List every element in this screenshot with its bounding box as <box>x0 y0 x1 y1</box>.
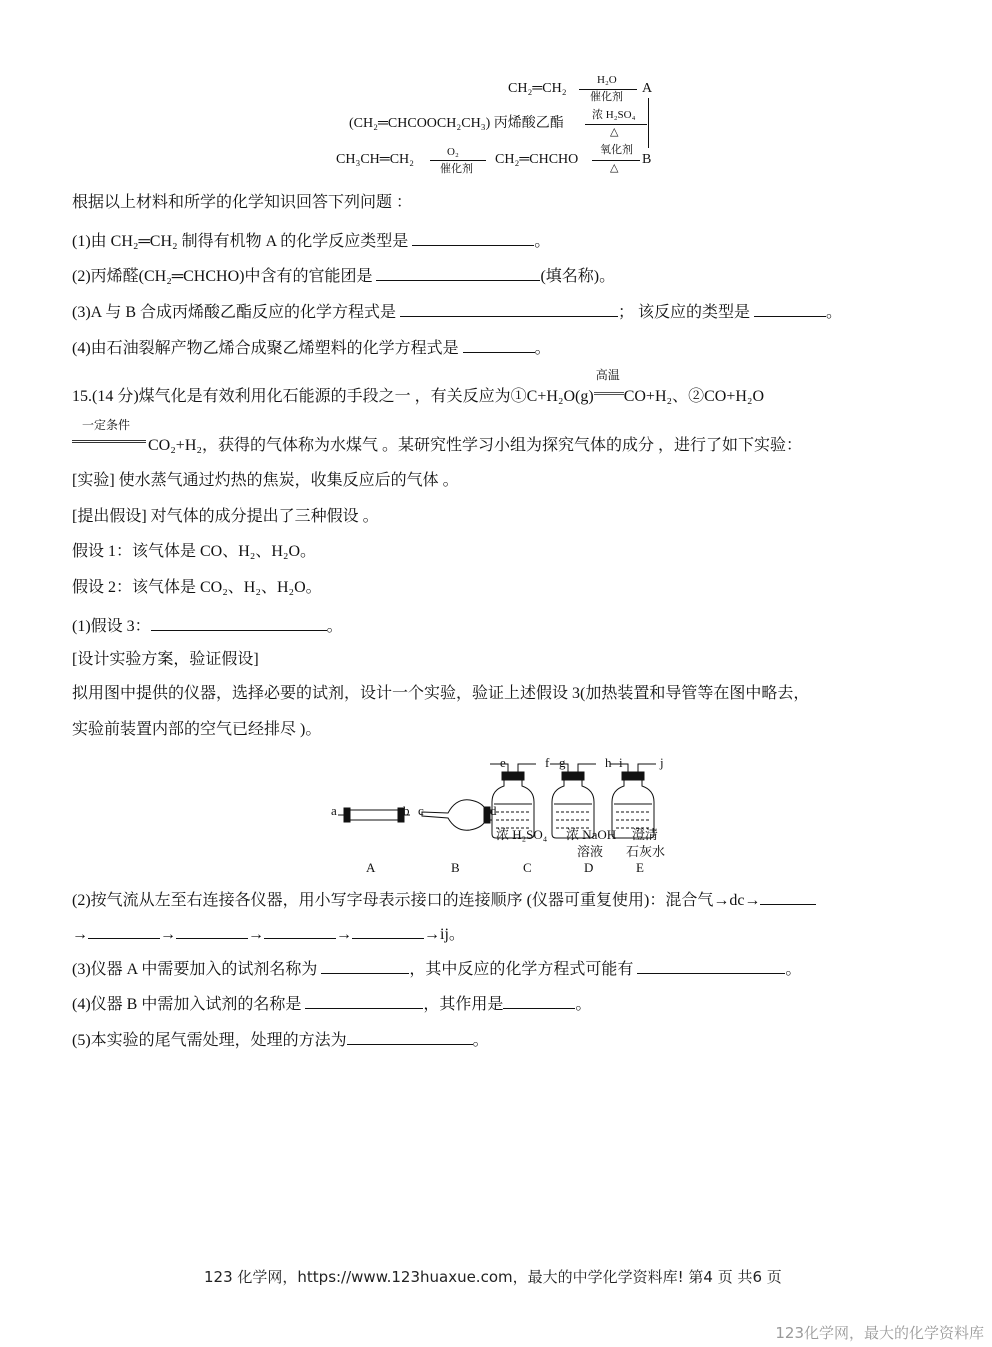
port-c: c <box>418 803 424 818</box>
hypothesis-2: 假设 2：该气体是 CO₂、H₂、H₂O。 <box>72 579 322 596</box>
label-C: C <box>523 860 532 875</box>
answer-blank <box>88 922 160 939</box>
arrow: → <box>72 926 88 943</box>
condition: △ <box>610 162 619 174</box>
q-text: 。 <box>472 1032 489 1049</box>
q-text: ，其中反应的化学方程式可能有 <box>409 961 634 978</box>
port-b: b <box>403 803 410 818</box>
experiment: [实验] 使水蒸气通过灼热的焦炭，收集反应后的气体 。 <box>72 472 459 489</box>
question-15-5 <box>72 1028 489 1051</box>
arrow: → <box>160 926 176 943</box>
acrolein: CH₂═CHCHO <box>495 152 579 167</box>
reagent-E: 澄清 <box>632 827 659 842</box>
answer-blank <box>176 922 248 939</box>
port-j: j <box>660 755 664 770</box>
label-D: D <box>584 860 594 875</box>
port-f: f <box>545 755 550 770</box>
q-text: ，其作用是 <box>423 996 504 1013</box>
arrow: → <box>248 926 264 943</box>
answer-blank <box>264 922 336 939</box>
q-text: ij。 <box>440 926 465 943</box>
design-heading: [设计实验方案，验证假设] <box>72 651 259 668</box>
q-text: (5)本实验的尾气需处理，处理的方法为 <box>72 1032 347 1049</box>
condition: △ <box>610 126 619 138</box>
reagent-E-2: 石灰水 <box>626 844 666 859</box>
arrow: → <box>336 926 352 943</box>
condition: 一定条件 <box>82 418 131 432</box>
condition: 氧化剂 <box>600 144 633 156</box>
reagent-D-2: 溶液 <box>577 844 604 859</box>
condition: O₂ <box>447 146 459 158</box>
instruction: 根据以上材料和所学的化学知识回答下列问题 ： <box>72 194 413 211</box>
q-text: 。 <box>534 233 551 250</box>
port-e: e <box>500 755 506 770</box>
question-15-stem-2 <box>72 418 802 456</box>
answer-blank <box>503 992 575 1009</box>
answer-blank <box>637 957 785 974</box>
arrow <box>579 89 637 90</box>
connector-line <box>648 98 649 148</box>
question-15-3 <box>72 957 801 980</box>
propene: CH₃CH═CH₂ <box>336 152 415 167</box>
port-h: h <box>605 755 612 770</box>
question-14-2 <box>72 264 615 287</box>
answer-blank <box>352 922 424 939</box>
hypothesis-intro: [提出假设] 对气体的成分提出了三种假设 。 <box>72 508 379 525</box>
equilibrium-condition <box>72 418 148 450</box>
equals-condition <box>594 368 624 401</box>
apparatus-A <box>338 808 410 822</box>
condition: 高温 <box>595 368 620 382</box>
q-text: (3)仪器 A 中需要加入的试剂名称为 <box>72 961 318 978</box>
answer-blank <box>463 336 535 353</box>
q-text: 。 <box>575 996 592 1013</box>
port-a: a <box>331 803 337 818</box>
q-text: (3)A 与 B 合成丙烯酸乙酯反应的化学方程式是 <box>72 304 397 321</box>
question-15-stem <box>72 368 765 407</box>
answer-blank <box>347 1028 473 1045</box>
answer-blank <box>760 888 816 905</box>
arrow <box>585 124 647 125</box>
answer-blank <box>400 300 618 317</box>
reagent-D: 浓 NaOH <box>566 827 617 842</box>
q-text: 。 <box>534 340 551 357</box>
question-15-4 <box>72 992 591 1015</box>
label-B: B <box>451 860 460 875</box>
question-15-1 <box>72 614 343 637</box>
q-text: (2)丙烯醛(CH₂═CHCHO)中含有的官能团是 <box>72 268 373 285</box>
condition: 浓 H₂SO₄ <box>592 109 636 121</box>
q-text: (1)由 CH₂═CH₂ 制得有机物 A 的化学反应类型是 <box>72 233 409 250</box>
q-text: ； 该反应的类型是 <box>618 304 751 321</box>
port-i: i <box>619 755 623 770</box>
q-text: (1)假设 3： <box>72 618 151 635</box>
compound-B: B <box>642 152 652 167</box>
q-text: (2)按气流从左至右连接各仪器，用小写字母表示接口的连接顺序 (仪器可重复使用)：混合气→dc→ <box>72 892 761 909</box>
question-14-3 <box>72 300 842 323</box>
q-text: (4)由石油裂解产物乙烯合成聚乙烯塑料的化学方程式是 <box>72 340 459 357</box>
condition: H₂O <box>597 74 617 86</box>
arrow: → <box>424 926 440 943</box>
apparatus-B <box>422 800 492 830</box>
hypothesis-1: 假设 1：该气体是 CO、H₂、H₂O。 <box>72 543 317 560</box>
question-14-4 <box>72 336 551 359</box>
answer-blank <box>754 300 826 317</box>
ethylene: CH₂═CH₂ <box>508 81 567 96</box>
answer-blank <box>321 957 409 974</box>
ethyl-acrylate: (CH₂═CHCOOCH₂CH₃) 丙烯酸乙酯 <box>349 116 564 131</box>
label-E: E <box>636 860 644 875</box>
plan-line-2: 实验前装置内部的空气已经排尽 )。 <box>72 721 322 738</box>
arrow <box>430 160 486 161</box>
question-15-2 <box>72 888 816 911</box>
compound-A: A <box>642 81 653 96</box>
q-text: 。 <box>785 961 802 978</box>
q-text: (填名称)。 <box>540 268 616 285</box>
page-footer: 123 化学网，https://www.123huaxue.com，最大的中学化学资料库! 第4 页 共6 页 <box>204 1268 782 1286</box>
port-g: g <box>559 755 566 770</box>
q-text: (4)仪器 B 中需加入试剂的名称是 <box>72 996 302 1013</box>
q-text: 。 <box>326 618 343 635</box>
condition: 催化剂 <box>590 91 623 103</box>
arrow <box>592 160 640 161</box>
watermark: 123化学网，最大的化学资料库 <box>775 1324 984 1342</box>
q-text: 15.(14 分)煤气化是有效利用化石能源的手段之一 ，有关反应为①C+H₂O(g) <box>72 388 594 405</box>
answer-blank <box>305 992 423 1009</box>
answer-blank <box>151 614 327 631</box>
reagent-C: 浓 H₂SO₄ <box>496 827 548 842</box>
answer-blank <box>376 264 540 281</box>
q-text: CO₂+H₂，获得的气体称为水煤气 。某研究性学习小组为探究气体的成分 ，进行了如下实验： <box>148 437 802 454</box>
q-text: 。 <box>826 304 843 321</box>
question-14-1 <box>72 229 550 252</box>
q-text: CO+H₂、②CO+H₂O <box>623 388 765 405</box>
plan-line-1: 拟用图中提供的仪器，选择必要的试剂，设计一个实验，验证上述假设 3(加热装置和导管等在图中略去， <box>72 685 810 702</box>
label-A: A <box>366 860 376 875</box>
port-d: d <box>490 803 497 818</box>
answer-blank <box>412 229 534 246</box>
question-15-2-cont <box>72 922 465 945</box>
condition: 催化剂 <box>440 163 473 175</box>
